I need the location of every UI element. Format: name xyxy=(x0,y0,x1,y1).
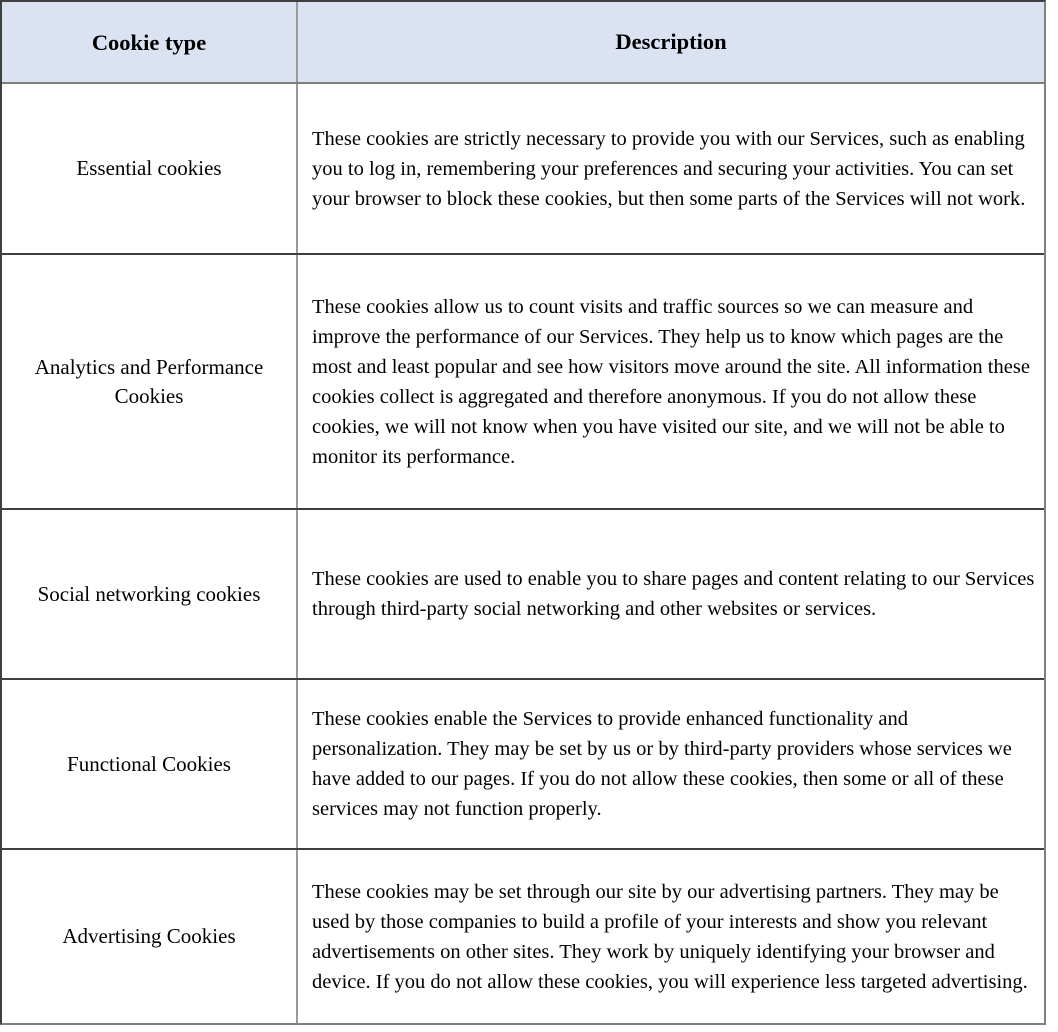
cookie-type-cell: Essential cookies xyxy=(2,84,298,253)
cookie-description-cell: These cookies enable the Services to provide enhanced functionality and personalization. They may be set by us or by third-party providers whose services we have added to our pages. If you do not allow these cookies, then some or all of these services may not function properly. xyxy=(312,708,1012,820)
cookie-type-cell: Social networking cookies xyxy=(2,510,298,678)
cookie-description-cell: These cookies may be set through our site by our advertising partners. They may be used by those companies to build a profile of your interests and show you relevant advertisements on other sites. They work by uniquely identifying your browser and device. If you do not allow these cookies, you will experience less targeted advertising. xyxy=(312,880,1028,993)
column-header-description: Description xyxy=(615,29,727,54)
cookie-type-cell: Functional Cookies xyxy=(2,680,298,848)
cookie-type-cell: Analytics and Performance Cookies xyxy=(2,255,298,508)
table-row-functional-cookies xyxy=(2,678,1044,848)
cookie-description-cell: These cookies are used to enable you to share pages and content relating to our Services through third-party social networking and other websites or services. xyxy=(312,568,1035,620)
table-row-analytics-performance-cookies xyxy=(2,253,1044,508)
cookie-type-cell: Advertising Cookies xyxy=(2,850,298,1023)
column-header-cookie-type: Cookie type xyxy=(2,2,298,82)
cookie-description-cell: These cookies allow us to count visits and traffic sources so we can measure and improve the performance of our Services. They help us to know which pages are the most and least popular and see how visitors move around the site. All information these cookies collect is aggregated and therefore anonymous. If you do not allow these cookies, we will not know when you have visited our site, and we will not be able to monitor its performance. xyxy=(312,295,1030,468)
table-header-row xyxy=(2,2,1044,82)
table-row-essential-cookies xyxy=(2,82,1044,253)
table-row-social-networking-cookies xyxy=(2,508,1044,678)
cookie-description-cell: These cookies are strictly necessary to provide you with our Services, such as enabling you to log in, remembering your preferences and securing your activities. You can set your browser to block these cookies, but then some parts of the Services will not work. xyxy=(312,127,1026,210)
table-row-advertising-cookies xyxy=(2,848,1044,1023)
